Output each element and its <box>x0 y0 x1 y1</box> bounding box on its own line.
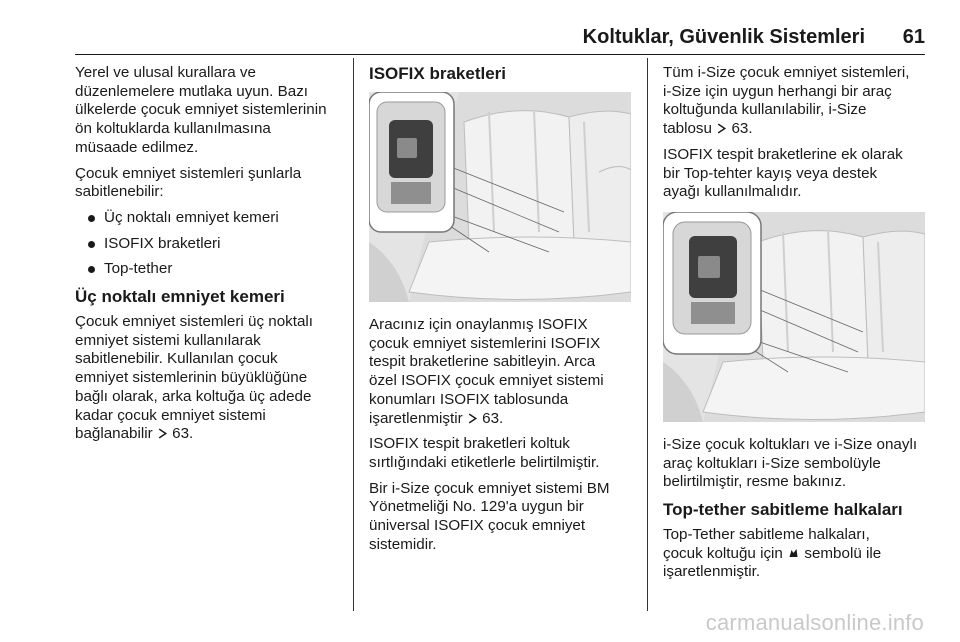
isize-seat-illustration <box>663 212 925 422</box>
column-divider-2 <box>647 58 648 611</box>
isofix-paragraph-3: Bir i-Size çocuk emniyet sistemi BM Yönetmeliği No. 129'a uygun bir üniversal ISOFIX çocuk emniyet sistemidir. <box>369 479 610 553</box>
top-tether-heading: Top-tether sabitleme halkaları <box>663 500 903 520</box>
body-text: sembolü ile işaretlenmiştir. <box>663 544 882 581</box>
list-item: Üç noktalı emniyet kemeri <box>75 209 345 228</box>
top-tether-icon <box>787 547 800 559</box>
section-title: Koltuklar, Güvenlik Sistemleri <box>582 26 865 48</box>
list-intro: Çocuk emniyet sistemleri şunlarla sabitlenebilir: <box>75 164 302 201</box>
body-text: Top-Tether sabitleme halkaları, çocuk koltuğu için <box>663 526 870 562</box>
body-text: Tüm i-Size çocuk emniyet sistemleri, i-Size için uygun herhangi bir araç koltuğunda kullanılabilir, i-Size tablosu <box>663 64 910 138</box>
body-text: Çocuk emniyet sistemleri üç noktalı emniyet sistemi kullanılarak sabitlenebilir. Kullanılan çocuk emniyet sistemlerinin büyüklüğüne bağlı olarak, arka koltuğa üç adede kadar çocuk emniyet sistemi bağlanabilir <box>75 313 314 443</box>
reference-arrow-icon[interactable] <box>157 428 168 439</box>
column-3 <box>663 64 933 589</box>
watermark: carmanualsonline.info <box>705 610 924 635</box>
isofix-paragraph-2: ISOFIX tespit braketleri koltuk sırtlığındaki etiketlerle belirtilmiştir. <box>369 435 600 471</box>
isize-paragraph-1 <box>663 64 933 139</box>
column-2 <box>369 64 639 561</box>
three-point-belt-heading: Üç noktalı emniyet kemeri <box>75 287 285 307</box>
isize-paragraph-2: ISOFIX tespit braketlerine ek olarak bir Top-tehter kayış veya destek ayağı kullanılmalıdır. <box>663 145 903 201</box>
isofix-heading: ISOFIX braketleri <box>369 64 506 83</box>
intro-paragraph: Yerel ve ulusal kurallara ve düzenlemelere mutlaka uyun. Bazı ülkelerde çocuk emniyet sistemlerinin ön koltuklarda kullanılmasına müsaade edilmez. <box>75 64 327 156</box>
header-rule <box>75 54 925 55</box>
list-item: ISOFIX braketleri <box>75 235 345 254</box>
column-divider-1 <box>353 58 354 611</box>
isofix-paragraph-1 <box>369 316 639 428</box>
body-text: Aracınız için onaylanmış ISOFIX çocuk emniyet sistemlerini ISOFIX tespit braketlerine sabitleyin. Arca özel ISOFIX çocuk emniyet sistemi konumları ISOFIX tablosunda işaretlenmiştir <box>369 316 604 427</box>
reference-arrow-icon[interactable] <box>716 123 727 134</box>
page-reference[interactable]: 63. <box>731 120 753 138</box>
isize-paragraph-3: i-Size çocuk koltukları ve i-Size onaylı araç koltukları i-Size sembolüyle belirtilmiştir, resme bakınız. <box>663 435 918 491</box>
fixing-methods-list <box>75 209 345 279</box>
list-item: Top-tether <box>75 260 345 279</box>
reference-arrow-icon[interactable] <box>467 413 478 424</box>
page-header <box>75 26 925 52</box>
page-reference[interactable]: 63. <box>172 425 194 443</box>
page-number: 61 <box>902 26 925 48</box>
page-reference[interactable]: 63. <box>482 409 504 427</box>
three-point-belt-body <box>75 313 345 444</box>
isofix-seat-illustration <box>369 92 631 302</box>
top-tether-paragraph <box>663 526 933 582</box>
column-1 <box>75 64 345 451</box>
